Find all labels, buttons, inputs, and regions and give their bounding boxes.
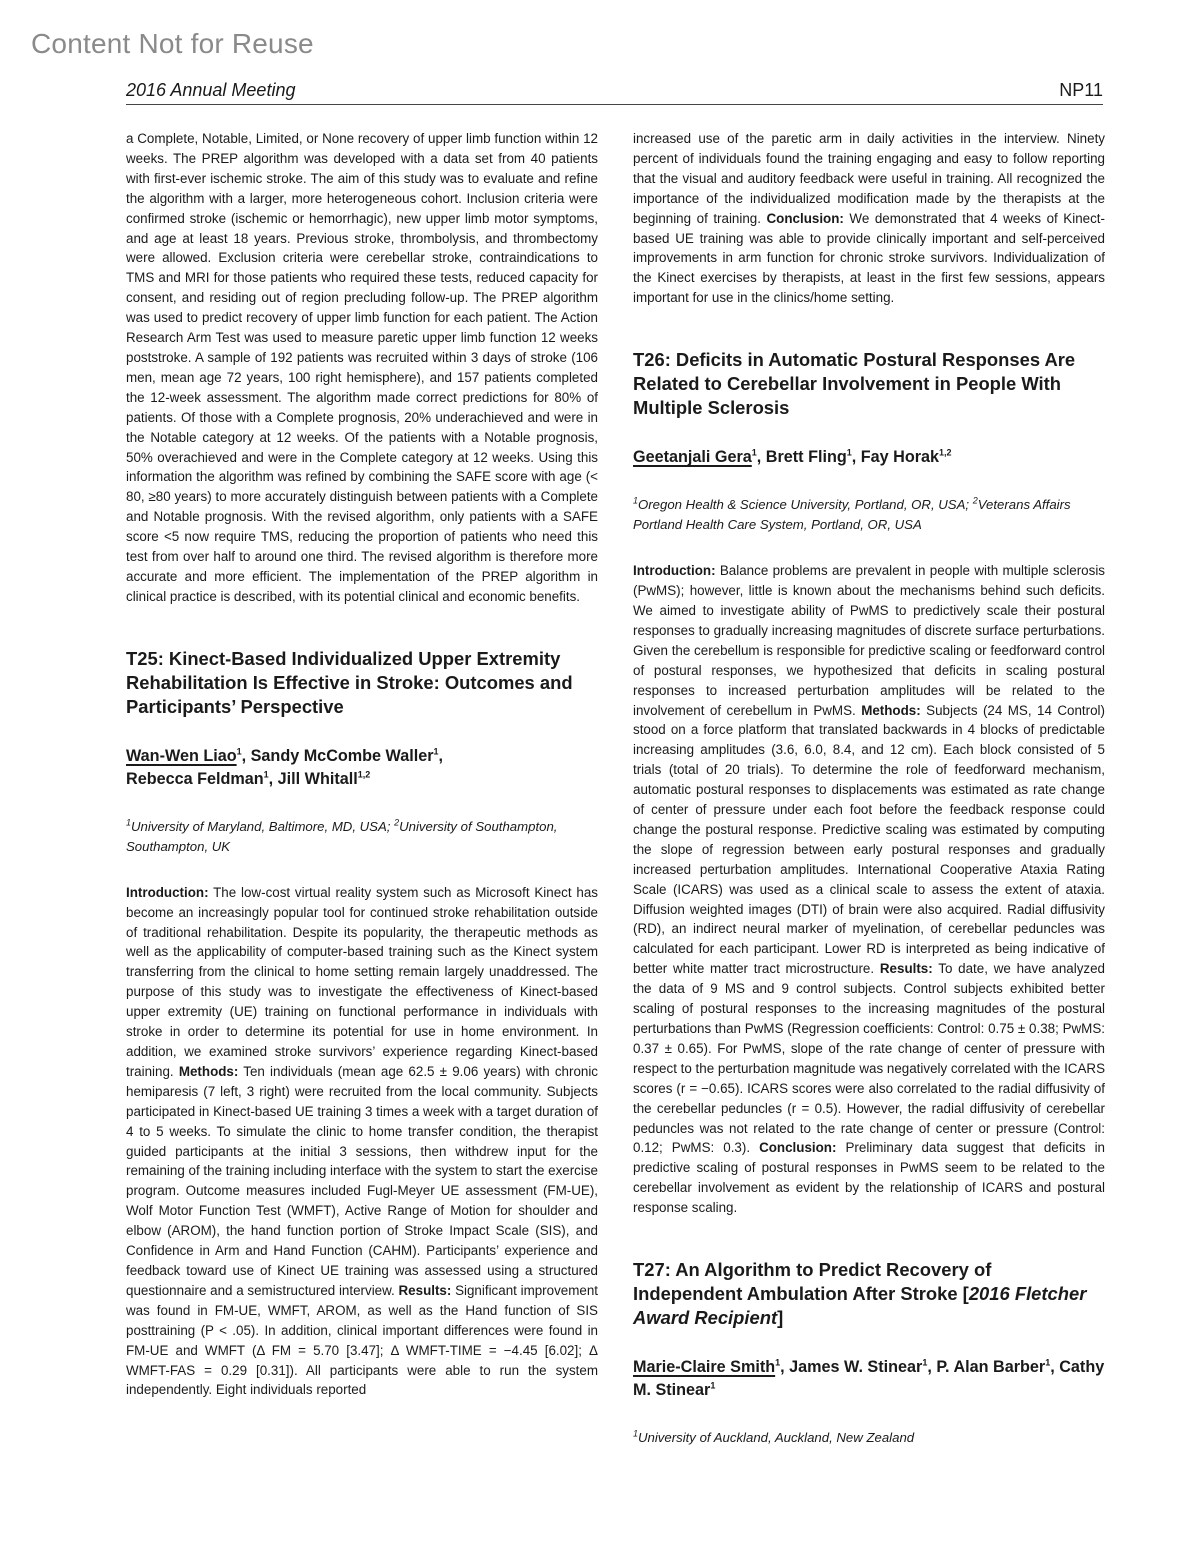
running-header (126, 76, 1103, 105)
t27-award: 2016 Fletcher Award Recipient (633, 1283, 1087, 1329)
t25-conclusion-label: Conclusion: (766, 210, 844, 226)
t27-author-1: James W. Stinear (789, 1358, 923, 1377)
t26-author-2: Fay Horak (860, 448, 940, 467)
t26-intro-label: Introduction: (633, 563, 716, 579)
t26-abstract-body: Introduction: Balance problems are prevalent in people with multiple sclerosis (PwMS); however, little is known about the mechanisms behind such deficits. We aimed to investigate ability of PwMS to predictively scale their postural responses to gradually increasing magnitudes of discrete surface perturbations. Given the cerebellum is responsible for predictive scaling or feedforward control of postural responses, we hypothesized that deficits in scaling postural responses to increased perturbation amplitudes will be related to the involvement of cerebellum in PwMS. Methods: Subjects (24 MS, 14 Control) stood on a force platform that translated backwards in 4 blocks of predictable increasing amplitudes (3.6, 6.0, 8.4, and 12 cm). Each block consisted of 5 trials (total of 20 trials). To determine the role of feedforward mechanism, automatic postural responses to displacements was estimated as rate change of center of pressure under each foot before the feedback response could change the postural response. Predictive scaling was estimated by computing the slope of regression between early postural responses and gradually increased perturbation amplitudes. International Cooperative Ataxia Rating Scale (ICARS) was used as a clinical scale to assess the extent of ataxia. Diffusion weighted images (DTI) of brain were also acquired. Radial diffusivity (RD), an indirect neural marker of myelination, of cerebellar peduncles was calculated for each participant. Lower RD is interpreted as being indicative of better white matter tract microstructure. Results: To date, we have analyzed the data of 9 MS and 9 control subjects. Control subjects exhibited better scaling of postural responses to the increasing magnitudes of the postural perturbations than PwMS (Regression coefficients: Control: 0.75 ± 0.38; PwMS: 0.37 ± 0.65). For PwMS, slope of the rate change of center of pressure with respect to the perturbation magnitude was negatively correlated with the ICARS scores (r = −0.65). ICARS scores were also correlated to the radial diffusivity of the cerebellar peduncles (r = 0.5). However, the radial diffusivity of cerebellar peduncles was not related to the rate change of center or pressure (Control: 0.12; PwMS: 0.3). Conclusion: Preliminary data suggest that deficits in predictive scaling of postural responses in PwMS seem to be related to the cerebellar involvement as evident by the relationship of ICARS and postural response scaling. (633, 563, 1105, 1216)
t25-author-0: Wan-Wen Liao (126, 746, 237, 765)
continued-abstract-text: a Complete, Notable, Limited, or None recovery of upper limb function within 12 weeks. The PREP algorithm was developed with a data set from 40 patients with first-ever ischemic stroke. The aim of this study was to evaluate and refine the algorithm with a larger, more heterogeneous cohort. Inclusion criteria were confirmed stroke (ischemic or hemorrhagic), new upper limb motor symptoms, and age at least 18 years. Previous stroke, thrombolysis, and thrombectomy were allowed. Exclusion criteria were cerebellar stroke, contraindications to TMS and MRI for those patients who required these tests, reduced capacity for consent, and residing out of region precluding follow-up. The PREP algorithm was used to predict recovery of upper limb function for each patient. The Action Research Arm Test was used to measure paretic upper limb function 12 weeks poststroke. A sample of 192 patients was recruited within 3 days of stroke (106 men, mean age 72 years, 100 right hemisphere), and 157 patients completed the 12-week assessment. The algorithm made correct predictions for 80% of patients. Of those with a Complete prognosis, 20% underachieved and were in the Notable category at 12 weeks. Of the patients with a Notable prognosis, 50% overachieved and were in the Complete category at 12 weeks. Using this information the algorithm was refined by combining the SAFE score with age (< 80, ≥80 years) to more accurately distinguish between patients with a Complete and Notable prognosis. With the revised algorithm, only patients with a SAFE score <5 now require TMS, reducing the proportion of patients who need this test from over half to around one third. The revised algorithm is therefore more accurate and more efficient. The implementation of the PREP algorithm in clinical practice is described, with its potential clinical and economic benefits. (126, 131, 598, 604)
t26-title: T26: Deficits in Automatic Postural Responses Are Related to Cerebellar Involvement in People With Multiple Sclerosis (633, 349, 1076, 419)
t27-authors: Marie-Claire Smith$^1$, James W. Stinear$^1$, P. Alan Barber$^1$, Cathy M. Stinear$^1$ (633, 1357, 1105, 1400)
t26-author-1: Brett Fling (765, 448, 847, 467)
t27-affiliations: $^1$University of Auckland, Auckland, New Zealand (633, 1428, 915, 1446)
right-column (633, 129, 1105, 1448)
t27-title: T27: An Algorithm to Predict Recovery of Independent Ambulation After Stroke [2016 Fletcher Award Recipient] (633, 1259, 1087, 1329)
t27-author-2: P. Alan Barber (936, 1358, 1046, 1377)
t25-methods-label: Methods: (178, 1063, 239, 1079)
t26-methods-label: Methods: (861, 702, 921, 718)
t25-author-3-sup: 1,2 (357, 769, 371, 780)
t25-authors: Wan-Wen Liao$^1$, Sandy McCombe Waller$^1$, Rebecca Feldman$^1$, Jill Whitall$^{1,2}$ (126, 746, 444, 788)
t26-conclusion-label: Conclusion: (759, 1140, 837, 1156)
t27-author-3: Cathy M. Stinear (633, 1358, 1105, 1400)
t25-intro-label: Introduction: (126, 884, 209, 900)
t25-affiliations: $^1$University of Maryland, Baltimore, MD, USA; $^2$University of Southampton, Southampton, UK (126, 817, 558, 854)
t27-author-0: Marie-Claire Smith (633, 1358, 776, 1377)
t25-abstract-continued: increased use of the paretic arm in daily activities in the interview. Ninety percent of individuals found the training engaging and easy to follow reporting that the visual and auditory feedback were useful in training. All recognized the importance of the individualized modification made by the therapists at the beginning of training. Conclusion: We demonstrated that 4 weeks of Kinect-based UE training was able to provide clinically important and self-perceived improvements in arm function for chronic stroke survivors. Individualization of the Kinect exercises by therapists, at least in the first few sessions, appears important for use in the clinics/home setting. (633, 131, 1105, 306)
t25-results-label: Results: (398, 1282, 452, 1298)
t26-author-0: Geetanjali Gera (633, 448, 752, 467)
t26-affiliations: $^1$Oregon Health & Science University, Portland, OR, USA; $^2$Veterans Affairs Portland Health Care System, Portland, OR, USA (633, 495, 1071, 533)
page-id: NP11 (1059, 80, 1103, 100)
left-column (126, 129, 598, 1400)
t25-abstract-body: Introduction: The low-cost virtual reality system such as Microsoft Kinect has become an increasingly popular tool for continued stroke rehabilitation outside of traditional rehabilitation. Despite its popularity, the therapeutic methods as well as the applicability of computer-based training such as the Kinect system transferring from the clinical to home setting remain largely unaddressed. The purpose of this study was to investigate the effectiveness of Kinect-based upper extremity (UE) training on functional performance in individuals with stroke in order to determine its potential for use in home environment. In addition, we examined stroke survivors’ experience regarding Kinect-based training. Methods: Ten individuals (mean age 62.5 ± 9.06 years) with chronic hemiparesis (7 left, 3 right) were recruited from the local community. Subjects participated in Kinect-based UE training 3 times a week with a target duration of 4 to 5 weeks. To simulate the clinic to home transfer condition, the therapist guided participants at the initial 3 sessions, then withdrew input for the remaining of the training including interface with the system to start the exercise program. Outcome measures included Fugl-Meyer UE assessment (FM-UE), Wolf Motor Function Test (WMFT), Active Range of Motion for shoulder and elbow (AROM), the hand function portion of Stroke Impact Scale (SIS), and Confidence in Arm and Hand Function (CAHM). Participants’ experience and feedback toward use of Kinect UE training was assessed using a structured questionnaire and a semistructured interview. Results: Significant improvement was found in FM-UE, WMFT, AROM, as well as the Hand function of SIS posttraining (P < .05). In addition, clinical important differences were found in FM-UE and WMFT (Δ FM = 5.70 [3.47]; Δ WMFT-TIME = −4.45 [6.02]; Δ WMFT-FAS = 0.29 [0.31]). All participants were able to run the system independently. Eight individuals reported (126, 884, 599, 1398)
t25-title: T25: Kinect-Based Individualized Upper Extremity Rehabilitation Is Effective in Stroke: Outcomes and Participants’ Perspective (126, 647, 573, 717)
t25-author-0-sup: 1 (236, 746, 242, 757)
t25-author-2-sup: 1 (263, 769, 269, 780)
t25-author-2: Rebecca Feldman (126, 769, 264, 788)
meeting-title: 2016 Annual Meeting (126, 80, 296, 100)
t25-author-1: Sandy McCombe Waller (250, 746, 434, 765)
t25-author-3: Jill Whitall (277, 769, 358, 788)
t26-results-label: Results: (879, 961, 933, 977)
t25-author-1-sup: 1 (433, 746, 439, 757)
t26-authors: Geetanjali Gera$^1$, Brett Fling$^1$, Fay Horak$^{1,2}$ (633, 447, 952, 467)
watermark: Content Not for Reuse (31, 28, 314, 59)
